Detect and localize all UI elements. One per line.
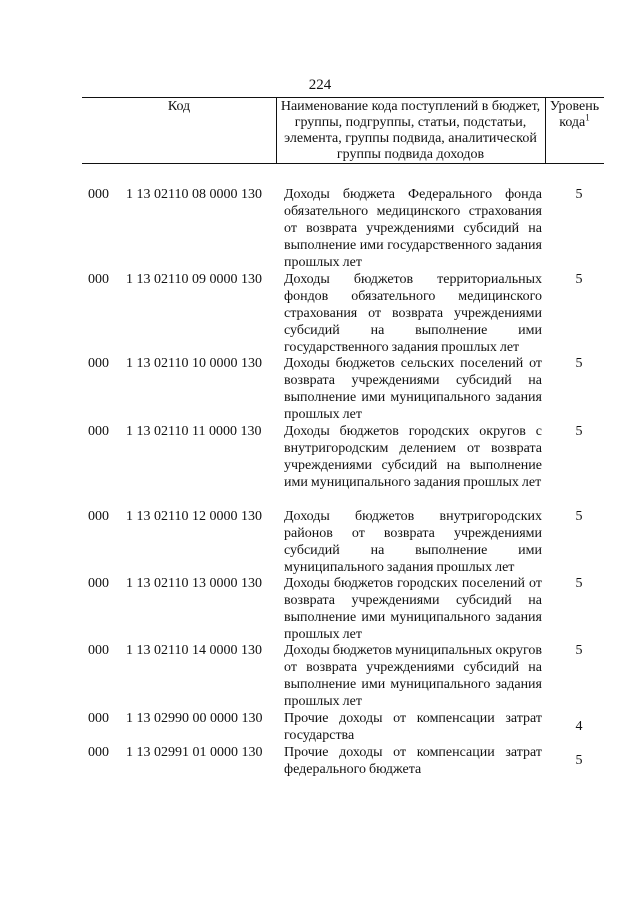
row-name: Доходы бюджетов внутригородских районов от возврата учреждениями субсидий на выполнение ими муниципального задания прошлых лет: [284, 509, 542, 575]
row-name: Доходы бюджетов сельских поселений от возврата учреждениями субсидий на выполнение ими муниципального задания прошлых лет: [284, 356, 542, 422]
row-code: 1 13 02110 14 0000 130: [126, 643, 262, 658]
row-level: 5: [575, 509, 583, 524]
row-prefix: 000: [88, 356, 109, 371]
row-prefix: 000: [88, 711, 109, 726]
row-prefix: 000: [88, 272, 109, 287]
row-level: 5: [575, 187, 583, 202]
row-name: Доходы бюджетов муниципальных округов от возврата учреждениями субсидий на выполнение ими муниципального задания прошлых лет: [284, 643, 542, 709]
header-name: Наименование кода поступлений в бюджет, группы, подгруппы, статьи, подстатьи, элемента, группы подвида, аналитической группы подвида доходов: [280, 99, 541, 162]
row-level: 5: [575, 424, 583, 439]
row-name: Прочие доходы от компенсации затрат государства: [284, 711, 542, 743]
page-number: 224: [308, 77, 332, 93]
row-code: 1 13 02110 12 0000 130: [126, 509, 262, 524]
row-code: 1 13 02110 10 0000 130: [126, 356, 262, 371]
row-code: 1 13 02990 00 0000 130: [126, 711, 263, 726]
row-code: 1 13 02110 13 0000 130: [126, 576, 262, 591]
row-code: 1 13 02991 01 0000 130: [126, 745, 263, 760]
header-level-label: Уровень кода: [549, 99, 600, 130]
row-name: Прочие доходы от компенсации затрат федерального бюджета: [284, 745, 542, 777]
row-name: Доходы бюджета Федерального фонда обязательного медицинского страхования от возврата учреждениями субсидий на выполнение ими государственного задания прошлых лет: [284, 187, 542, 270]
row-prefix: 000: [88, 745, 109, 760]
row-prefix: 000: [88, 187, 109, 202]
row-name: Доходы бюджетов городских округов с внутригородским делением от возврата учреждениями субсидий на выполнение ими муниципального задания прошлых лет: [284, 424, 542, 490]
row-name: Доходы бюджетов городских поселений от возврата учреждениями субсидий на выполнение ими муниципального задания прошлых лет: [284, 576, 542, 642]
header-level-footnote: 1: [585, 112, 590, 123]
header-code: Код: [167, 99, 191, 114]
row-level: 5: [575, 753, 583, 768]
header-level: [545, 99, 604, 131]
table-header: [82, 97, 604, 164]
row-level: 5: [575, 643, 583, 658]
row-level: 5: [575, 272, 583, 287]
row-code: 1 13 02110 08 0000 130: [126, 187, 262, 202]
row-prefix: 000: [88, 509, 109, 524]
row-name: Доходы бюджетов территориальных фондов обязательного медицинского страхования от возврата учреждениями субсидий на выполнение ими государственного задания прошлых лет: [284, 272, 542, 355]
row-prefix: 000: [88, 424, 109, 439]
row-prefix: 000: [88, 576, 109, 591]
row-code: 1 13 02110 11 0000 130: [126, 424, 262, 439]
row-level: 5: [575, 356, 583, 371]
row-level: 4: [575, 719, 583, 734]
row-code: 1 13 02110 09 0000 130: [126, 272, 262, 287]
row-level: 5: [575, 576, 583, 591]
row-prefix: 000: [88, 643, 109, 658]
